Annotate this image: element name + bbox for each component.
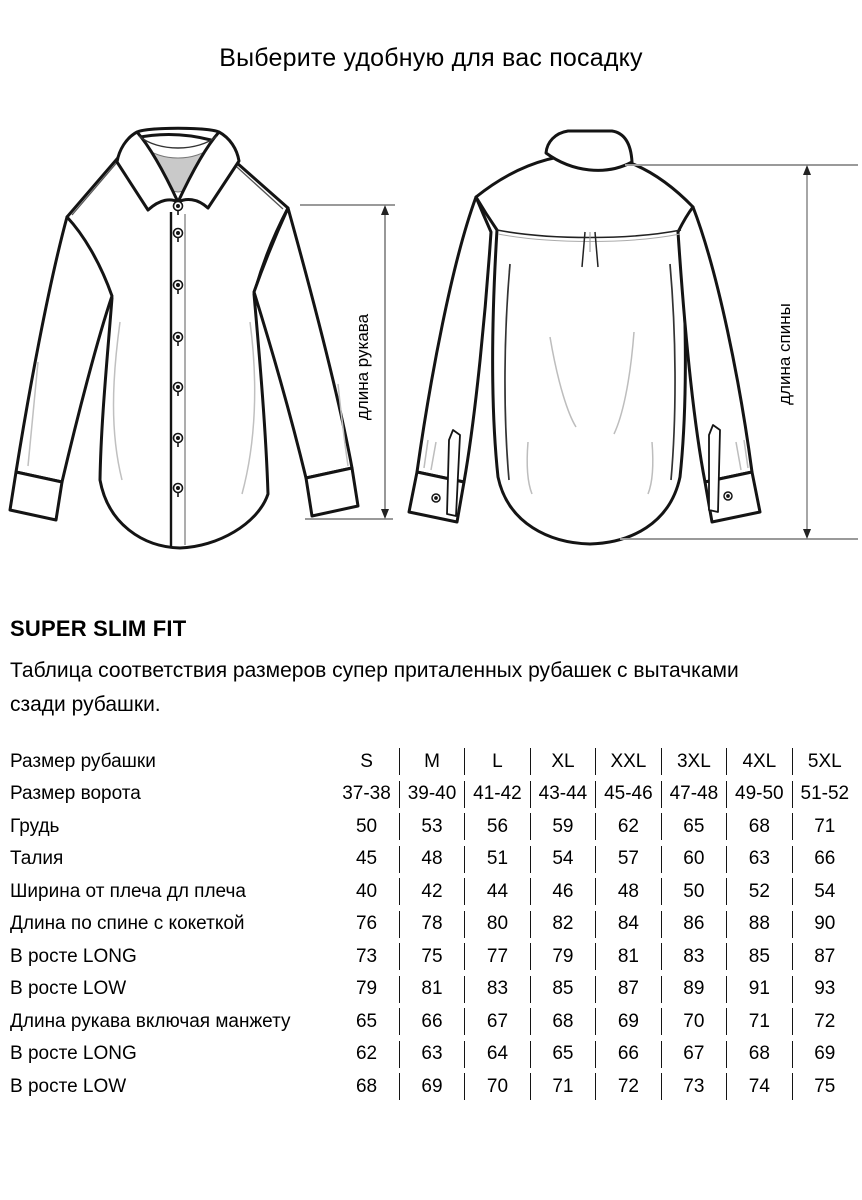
back-right-sleeve-placket — [709, 425, 720, 512]
size-value-cell: 68 — [530, 1008, 595, 1035]
size-value-cell: 66 — [595, 1041, 660, 1068]
size-value-cell: 51-52 — [792, 781, 857, 808]
size-value-cell: L — [464, 748, 529, 775]
size-table-row — [10, 748, 857, 775]
size-value-cell: 45-46 — [595, 781, 660, 808]
size-value-cell: 85 — [530, 976, 595, 1003]
size-value-cell: 39-40 — [399, 781, 464, 808]
size-value-cell: 85 — [726, 943, 791, 970]
size-value-cell: 83 — [464, 976, 529, 1003]
size-value-cell: 44 — [464, 878, 529, 905]
size-value-cell: 54 — [530, 846, 595, 873]
row-label: Длина рукава включая манжету — [10, 1010, 291, 1032]
size-value-cell: XL — [530, 748, 595, 775]
size-table-row — [10, 781, 857, 808]
size-value-cell: 48 — [595, 878, 660, 905]
size-value-cell: 74 — [726, 1073, 791, 1100]
arrow-up-icon — [381, 205, 389, 215]
page-title: Выберите удобную для вас посадку — [219, 44, 643, 72]
size-value-cell: 75 — [399, 943, 464, 970]
size-value-cell: 65 — [661, 813, 726, 840]
size-table-row — [10, 878, 857, 905]
size-value-cell: 56 — [464, 813, 529, 840]
size-value-cell: 81 — [595, 943, 660, 970]
size-value-cell: 81 — [399, 976, 464, 1003]
size-table — [10, 748, 857, 1106]
arrow-up-icon — [803, 165, 811, 175]
size-value-cell: 86 — [661, 911, 726, 938]
row-label: В росте LONG — [10, 1043, 137, 1064]
size-value-cell: 62 — [355, 1043, 378, 1064]
size-value-cell: 45 — [355, 848, 378, 869]
size-value-cell: 87 — [792, 943, 857, 970]
row-label: В росте LONG — [10, 945, 137, 967]
size-value-cell: 64 — [464, 1041, 529, 1068]
size-value-cell: S — [360, 750, 373, 772]
size-value-cell: 69 — [595, 1008, 660, 1035]
size-value-cell: 4XL — [726, 748, 791, 775]
size-value-cell: 70 — [464, 1073, 529, 1100]
size-value-cell: 50 — [661, 878, 726, 905]
size-value-cell: 87 — [595, 976, 660, 1003]
size-value-cell: 73 — [661, 1073, 726, 1100]
size-table-row — [10, 976, 857, 1003]
size-value-cell: 69 — [399, 1073, 464, 1100]
arrow-down-icon — [381, 509, 389, 519]
size-value-cell: 73 — [355, 945, 378, 967]
size-value-cell: 68 — [726, 1041, 791, 1068]
size-value-cell: 52 — [726, 878, 791, 905]
row-label: В росте LOW — [10, 1075, 127, 1097]
size-value-cell: 71 — [726, 1008, 791, 1035]
size-value-cell: 54 — [792, 878, 857, 905]
size-value-cell: 78 — [399, 911, 464, 938]
row-label: Размер рубашки — [10, 750, 156, 772]
size-value-cell: 79 — [355, 978, 378, 999]
row-label: Ширина от плеча дл плеча — [10, 880, 246, 902]
size-value-cell: 70 — [661, 1008, 726, 1035]
sleeve-length-label: длина рукава — [353, 313, 372, 421]
size-value-cell: 43-44 — [530, 781, 595, 808]
size-value-cell: 46 — [530, 878, 595, 905]
row-label: В росте LOW — [10, 978, 127, 999]
shirt-back-drawing-icon — [400, 122, 862, 558]
size-value-cell: 63 — [399, 1041, 464, 1068]
size-value-cell: 66 — [792, 846, 857, 873]
size-value-cell: 51 — [464, 846, 529, 873]
table-description — [10, 654, 739, 722]
size-value-cell: 49-50 — [726, 781, 791, 808]
size-table-row — [10, 911, 857, 938]
back-body — [476, 154, 693, 544]
size-value-cell: 67 — [464, 1008, 529, 1035]
size-value-cell: 89 — [661, 976, 726, 1003]
size-value-cell: 91 — [726, 976, 791, 1003]
size-value-cell: 3XL — [661, 748, 726, 775]
size-value-cell: 88 — [726, 911, 791, 938]
size-value-cell: M — [399, 748, 464, 775]
arrow-down-icon — [803, 529, 811, 539]
size-value-cell: 63 — [726, 846, 791, 873]
size-value-cell: 59 — [530, 813, 595, 840]
row-label: Длина по спине с кокеткой — [10, 913, 245, 934]
row-label: Талия — [10, 848, 64, 869]
shirt-front-drawing-icon — [8, 122, 400, 558]
size-value-cell: 53 — [399, 813, 464, 840]
size-value-cell: 48 — [399, 846, 464, 873]
front-right-cuff — [306, 468, 358, 516]
size-value-cell: 72 — [792, 1008, 857, 1035]
size-value-cell: 67 — [661, 1041, 726, 1068]
size-value-cell: 65 — [355, 1010, 378, 1032]
size-value-cell: 66 — [399, 1008, 464, 1035]
section-heading: SUPER SLIM FIT — [10, 616, 187, 641]
size-value-cell: 83 — [661, 943, 726, 970]
size-value-cell: 41-42 — [464, 781, 529, 808]
size-value-cell: 93 — [792, 976, 857, 1003]
size-value-cell: 82 — [530, 911, 595, 938]
size-value-cell: 84 — [595, 911, 660, 938]
table-description-line-2: сзади рубашки. — [10, 693, 161, 716]
size-value-cell: 80 — [464, 911, 529, 938]
size-value-cell: 72 — [595, 1073, 660, 1100]
size-value-cell: 62 — [595, 813, 660, 840]
size-value-cell: 40 — [355, 880, 378, 902]
size-table-row — [10, 813, 857, 840]
size-value-cell: 76 — [355, 913, 378, 934]
back-length-label: длина спины — [775, 303, 794, 405]
size-value-cell: 57 — [595, 846, 660, 873]
size-value-cell: 37-38 — [342, 783, 391, 804]
size-value-cell: XXL — [595, 748, 660, 775]
size-value-cell: 60 — [661, 846, 726, 873]
size-table-row — [10, 943, 857, 970]
size-value-cell: 5XL — [792, 748, 857, 775]
size-value-cell: 68 — [726, 813, 791, 840]
size-value-cell: 47-48 — [661, 781, 726, 808]
size-value-cell: 65 — [530, 1041, 595, 1068]
front-left-cuff — [10, 472, 62, 520]
size-value-cell: 77 — [464, 943, 529, 970]
size-value-cell: 68 — [355, 1075, 378, 1097]
row-label: Размер ворота — [10, 783, 141, 804]
table-description-line-1: Таблица соответствия размеров супер приталенных рубашек с вытачками — [10, 659, 739, 682]
size-value-cell: 71 — [530, 1073, 595, 1100]
size-value-cell: 42 — [399, 878, 464, 905]
size-table-row — [10, 1073, 857, 1100]
size-table-row — [10, 1041, 857, 1068]
size-value-cell: 75 — [792, 1073, 857, 1100]
size-value-cell: 71 — [792, 813, 857, 840]
size-value-cell: 79 — [530, 943, 595, 970]
size-value-cell: 69 — [792, 1041, 857, 1068]
size-table-row — [10, 1008, 857, 1035]
size-table-row — [10, 846, 857, 873]
row-label: Грудь — [10, 815, 60, 837]
size-value-cell: 90 — [792, 911, 857, 938]
size-value-cell: 50 — [355, 815, 378, 837]
